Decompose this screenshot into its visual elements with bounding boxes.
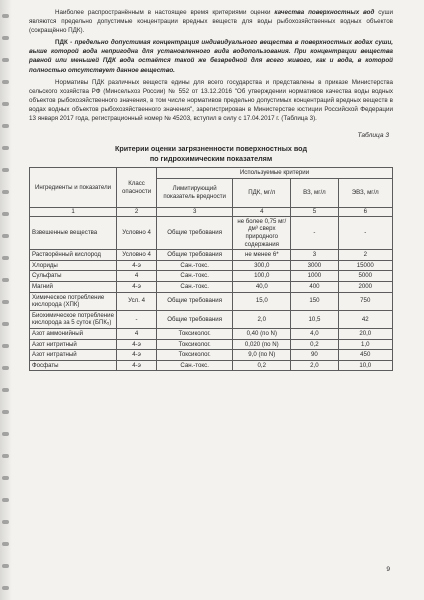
ingredient-cell: Магний [30,281,117,292]
binding-ring [2,146,9,150]
limiting-indicator-cell: Токсиколог. [157,350,233,361]
criteria-table [29,167,393,371]
hazard-class-cell: 4-э [117,350,157,361]
header-criteria-group: Используемые критерии [157,168,393,179]
paragraph-normatives: Нормативы ПДК различных веществ едины для всего государства и представлены в приказе Министерства сельского хозяйства РФ (Минсельхоз России) № 552 от 13.12.2016 "Об утверждении нормативов качества воды водных объектов рыбохозяйственного значения, в том числе нормативов предельно допустимых концентраций вредных веществ в водах водных объектов рыбохозяйственного значения", зарегистрирован в Министерстве юстиции Российской Федерации 13 января 2017 года, регистрационный номер № 45203, вступил в силу с 17.04.2017 г. (Таблица 3). [29,78,393,123]
limiting-indicator-cell: Общие требования [157,216,233,249]
column-number: 3 [157,207,233,216]
evz-cell: 20,0 [338,328,392,339]
table-row [30,328,393,339]
binding-ring [2,80,9,84]
column-number: 5 [291,207,338,216]
vz-cell: - [291,216,338,249]
hazard-class-cell: 4-э [117,339,157,350]
evz-cell: 10,0 [338,360,392,371]
limiting-indicator-cell: Сан.-токс. [157,260,233,271]
pdk-cell: 0,40 (по N) [233,328,291,339]
table-caption-line-2: по гидрохимическим показателям [149,153,273,163]
column-number: 4 [233,207,291,216]
binding-ring [2,278,9,282]
evz-cell: - [338,216,392,249]
hazard-class-cell: Усл. 4 [117,292,157,310]
table-row [30,250,393,261]
binding-ring [2,234,9,238]
ingredient-cell: Химическое потребление кислорода (ХПК) [30,292,117,310]
table-row [30,281,393,292]
hazard-class-cell: 4-э [117,260,157,271]
evz-cell: 2 [338,250,392,261]
pdk-cell: 40,0 [233,281,291,292]
binding-ring [2,102,9,106]
vz-cell: 1000 [291,271,338,282]
hazard-class-cell: 4-э [117,281,157,292]
vz-cell: 150 [291,292,338,310]
column-number: 6 [338,207,392,216]
evz-cell: 2000 [338,281,392,292]
hazard-class-cell: 4 [117,328,157,339]
binding-ring [2,410,9,414]
binding-ring [2,190,9,194]
hazard-class-cell: - [117,310,157,328]
hazard-class-cell: 4 [117,271,157,282]
table-row [30,216,393,249]
limiting-indicator-cell: Сан.-токс. [157,281,233,292]
binding-ring [2,542,9,546]
binding-ring [2,212,9,216]
ingredient-cell: Азот нитритный [30,339,117,350]
binding-ring [2,256,9,260]
limiting-indicator-cell: Общие требования [157,292,233,310]
evz-cell: 15000 [338,260,392,271]
paragraph-pdk-definition [29,38,393,74]
limiting-indicator-cell: Общие требования [157,250,233,261]
hazard-class-cell: 4-э [117,360,157,371]
p1-text-b: суши являются предельно допустимые концентрации вредных веществ для воды рыбохозяйственных водных объектов (сокращённо ПДК). [29,9,393,35]
vz-cell: 3 [291,250,338,261]
ingredient-cell: Взвешенные вещества [30,216,117,249]
binding-ring [2,454,9,458]
p1-term: качества поверхностных вод [274,9,375,16]
ingredient-cell: Азот нитратный [30,350,117,361]
vz-cell: 400 [291,281,338,292]
table-row [30,339,393,350]
p2-definition: - предельно допустимая концентрация индивидуального вещества в поверхностных водах суши, выше которой вода непригодна для установленного вида водопользования. При концентрации вещества равной или меньшей ПДК вода остаётся такой же безвредной для всего живого, как и вода, в которой полностью отсутствует данное вещество. [29,39,393,74]
vz-cell: 0,2 [291,339,338,350]
ingredient-cell: Фосфаты [30,360,117,371]
binding-ring [2,14,9,18]
evz-cell: 42 [338,310,392,328]
limiting-indicator-cell: Сан.-токс. [157,271,233,282]
pdk-cell: 0,2 [233,360,291,371]
hazard-class-cell: Условно 4 [117,216,157,249]
binding-ring [2,520,9,524]
ingredient-cell: Биохимическое потребление кислорода за 5 суток (БПК₅) [30,310,117,328]
ingredient-cell: Растворённый кислород [30,250,117,261]
binding-ring [2,322,9,326]
ingredient-cell: Хлориды [30,260,117,271]
vz-cell: 2,0 [291,360,338,371]
header-hazard-class: Класс опасности [117,168,157,208]
p1-text-a: Наиболее распространённым в настоящее время критериями оценки [55,9,275,16]
p2-term: ПДК [55,39,68,47]
binding-ring [2,388,9,392]
table-caption-line-1: Критерии оценки загрязненности поверхностных вод [114,144,308,154]
binding-ring [2,58,9,62]
binding-ring [2,36,9,40]
pdk-cell: 100,0 [233,271,291,282]
ingredient-cell: Сульфаты [30,271,117,282]
binding-ring [2,168,9,172]
header-vz: ВЗ, мг/л [291,178,338,207]
pdk-cell: 2,0 [233,310,291,328]
document-page [29,8,393,371]
column-number: 2 [117,207,157,216]
evz-cell: 5000 [338,271,392,282]
limiting-indicator-cell: Токсиколог. [157,328,233,339]
table-row [30,350,393,361]
pdk-cell: 0,020 (по N) [233,339,291,350]
table-label: Таблица 3 [357,132,389,140]
header-pdk: ПДК, мг/л [233,178,291,207]
table-row [30,310,393,328]
vz-cell: 3000 [291,260,338,271]
limiting-indicator-cell: Сан.-токс. [157,360,233,371]
binding-ring [2,498,9,502]
binding-ring [2,476,9,480]
limiting-indicator-cell: Общие требования [157,310,233,328]
binding-ring [2,300,9,304]
hazard-class-cell: Условно 4 [117,250,157,261]
binding-ring [2,432,9,436]
table-row [30,260,393,271]
header-limiting-indicator: Лимитирующий показатель вредности [157,178,233,207]
ingredient-cell: Азот аммонийный [30,328,117,339]
table-caption [29,144,393,163]
column-number-row [30,207,393,216]
vz-cell: 4,0 [291,328,338,339]
evz-cell: 1,0 [338,339,392,350]
table-row [30,292,393,310]
pdk-cell: 15,0 [233,292,291,310]
header-evz: ЭВЗ, мг/л [338,178,392,207]
binding-ring [2,564,9,568]
paragraph-criteria [29,8,393,35]
table-body [30,216,393,371]
binding-ring [2,124,9,128]
table-row [30,360,393,371]
pdk-cell: не более 0,75 мг/дм³ сверх природного содержания [233,216,291,249]
column-number: 1 [30,207,117,216]
binding-ring [2,586,9,590]
vz-cell: 10,5 [291,310,338,328]
pdk-cell: не менее 6* [233,250,291,261]
binding-ring [2,366,9,370]
pdk-cell: 9,0 (по N) [233,350,291,361]
evz-cell: 450 [338,350,392,361]
evz-cell: 750 [338,292,392,310]
pdk-cell: 300,0 [233,260,291,271]
vz-cell: 90 [291,350,338,361]
table-row [30,271,393,282]
limiting-indicator-cell: Токсиколог. [157,339,233,350]
binding-ring [2,344,9,348]
header-ingredients: Ингредиенты и показатели [30,168,117,208]
page-number: 9 [386,566,390,573]
